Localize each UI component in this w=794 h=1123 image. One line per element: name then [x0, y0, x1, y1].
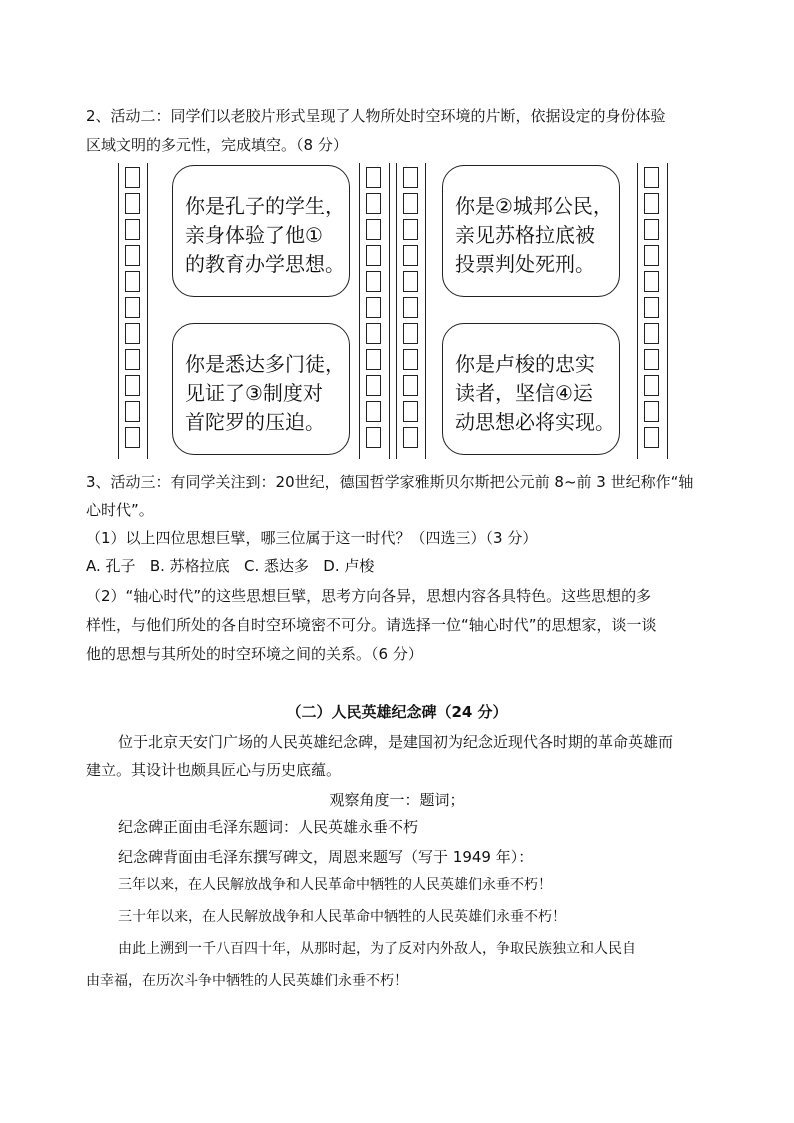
film-strip-illustration — [118, 163, 666, 459]
activity3-line2: 心时代”。 — [86, 501, 154, 519]
film-frame-rousseau: 你是卢梭的忠实 读者，坚信④运 动思想必将实现。 — [442, 323, 620, 455]
film-holes-left — [123, 163, 143, 459]
film-holes-right — [364, 163, 384, 459]
activity3-question1: （1）以上四位思想巨擘，哪三位属于这一时代？（四选三）（3 分） — [86, 529, 538, 547]
activity2-line1: 2、活动二：同学们以老胶片形式呈现了人物所处时空环境的片断，依据设定的身份体验 — [86, 107, 666, 125]
activity3-line1: 3、活动三：有同学关注到：20世纪，德国哲学家雅斯贝尔斯把公元前 8~前 3 世纪称作“轴 — [86, 473, 694, 491]
section2-intro-line1: 位于北京天安门广场的人民英雄纪念碑，是建国初为纪念近现代各时期的革命英雄而 — [118, 733, 674, 751]
activity3-options: A. 孔子 B. 苏格拉底 C. 悉达多 D. 卢梭 — [86, 557, 375, 575]
inscription-line-3a: 由此上溯到一千八百四十年，从那时起，为了反对内外敌人，争取民族独立和人民自 — [118, 941, 636, 957]
monument-back-inscription: 纪念碑背面由毛泽东撰写碑文，周恩来题写（写于 1949 年）： — [118, 848, 534, 866]
film-strip-right — [396, 163, 668, 459]
inscription-line-2: 三十年以来，在人民解放战争和人民革命中牺牲的人民英雄们永垂不朽！ — [118, 909, 566, 925]
section2-title: （二）人民英雄纪念碑（24 分） — [286, 703, 508, 721]
monument-front-inscription: 纪念碑正面由毛泽东题词：人民英雄永垂不朽 — [118, 818, 419, 836]
activity3-question2-line2: 样性，与他们所处的各自时空环境密不可分。请选择一位“轴心时代”的思想家，谈一谈 — [86, 616, 657, 634]
film-frame-polis: 你是②城邦公民， 亲见苏格拉底被 投票判处死刑。 — [442, 165, 620, 297]
film-frame-siddhartha: 你是悉达多门徒， 见证了③制度对 首陀罗的压迫。 — [172, 323, 350, 455]
inscription-line-1: 三年以来，在人民解放战争和人民革命中牺牲的人民英雄们永垂不朽！ — [118, 877, 552, 893]
activity3-question2-line1: （2）“轴心时代”的这些思想巨擘，思考方向各异，思想内容各具特色。这些思想的多 — [86, 587, 652, 605]
film-frame-confucius: 你是孔子的学生， 亲身体验了他① 的教育办学思想。 — [172, 165, 350, 297]
section2-intro-line2: 建立。其设计也颇具匠心与历史底蕴。 — [86, 761, 342, 779]
film-holes-left-2 — [401, 163, 421, 459]
film-strip-left — [118, 163, 390, 459]
activity2-line2: 区域文明的多元性，完成填空。（8 分） — [86, 136, 348, 154]
film-holes-right-2 — [642, 163, 662, 459]
observation-angle-1: 观察角度一：题词； — [329, 791, 465, 809]
activity3-question2-line3: 他的思想与其所处的时空环境之间的关系。（6 分） — [86, 645, 423, 663]
inscription-line-3b: 由幸福，在历次斗争中牺牲的人民英雄们永垂不朽！ — [86, 973, 408, 989]
